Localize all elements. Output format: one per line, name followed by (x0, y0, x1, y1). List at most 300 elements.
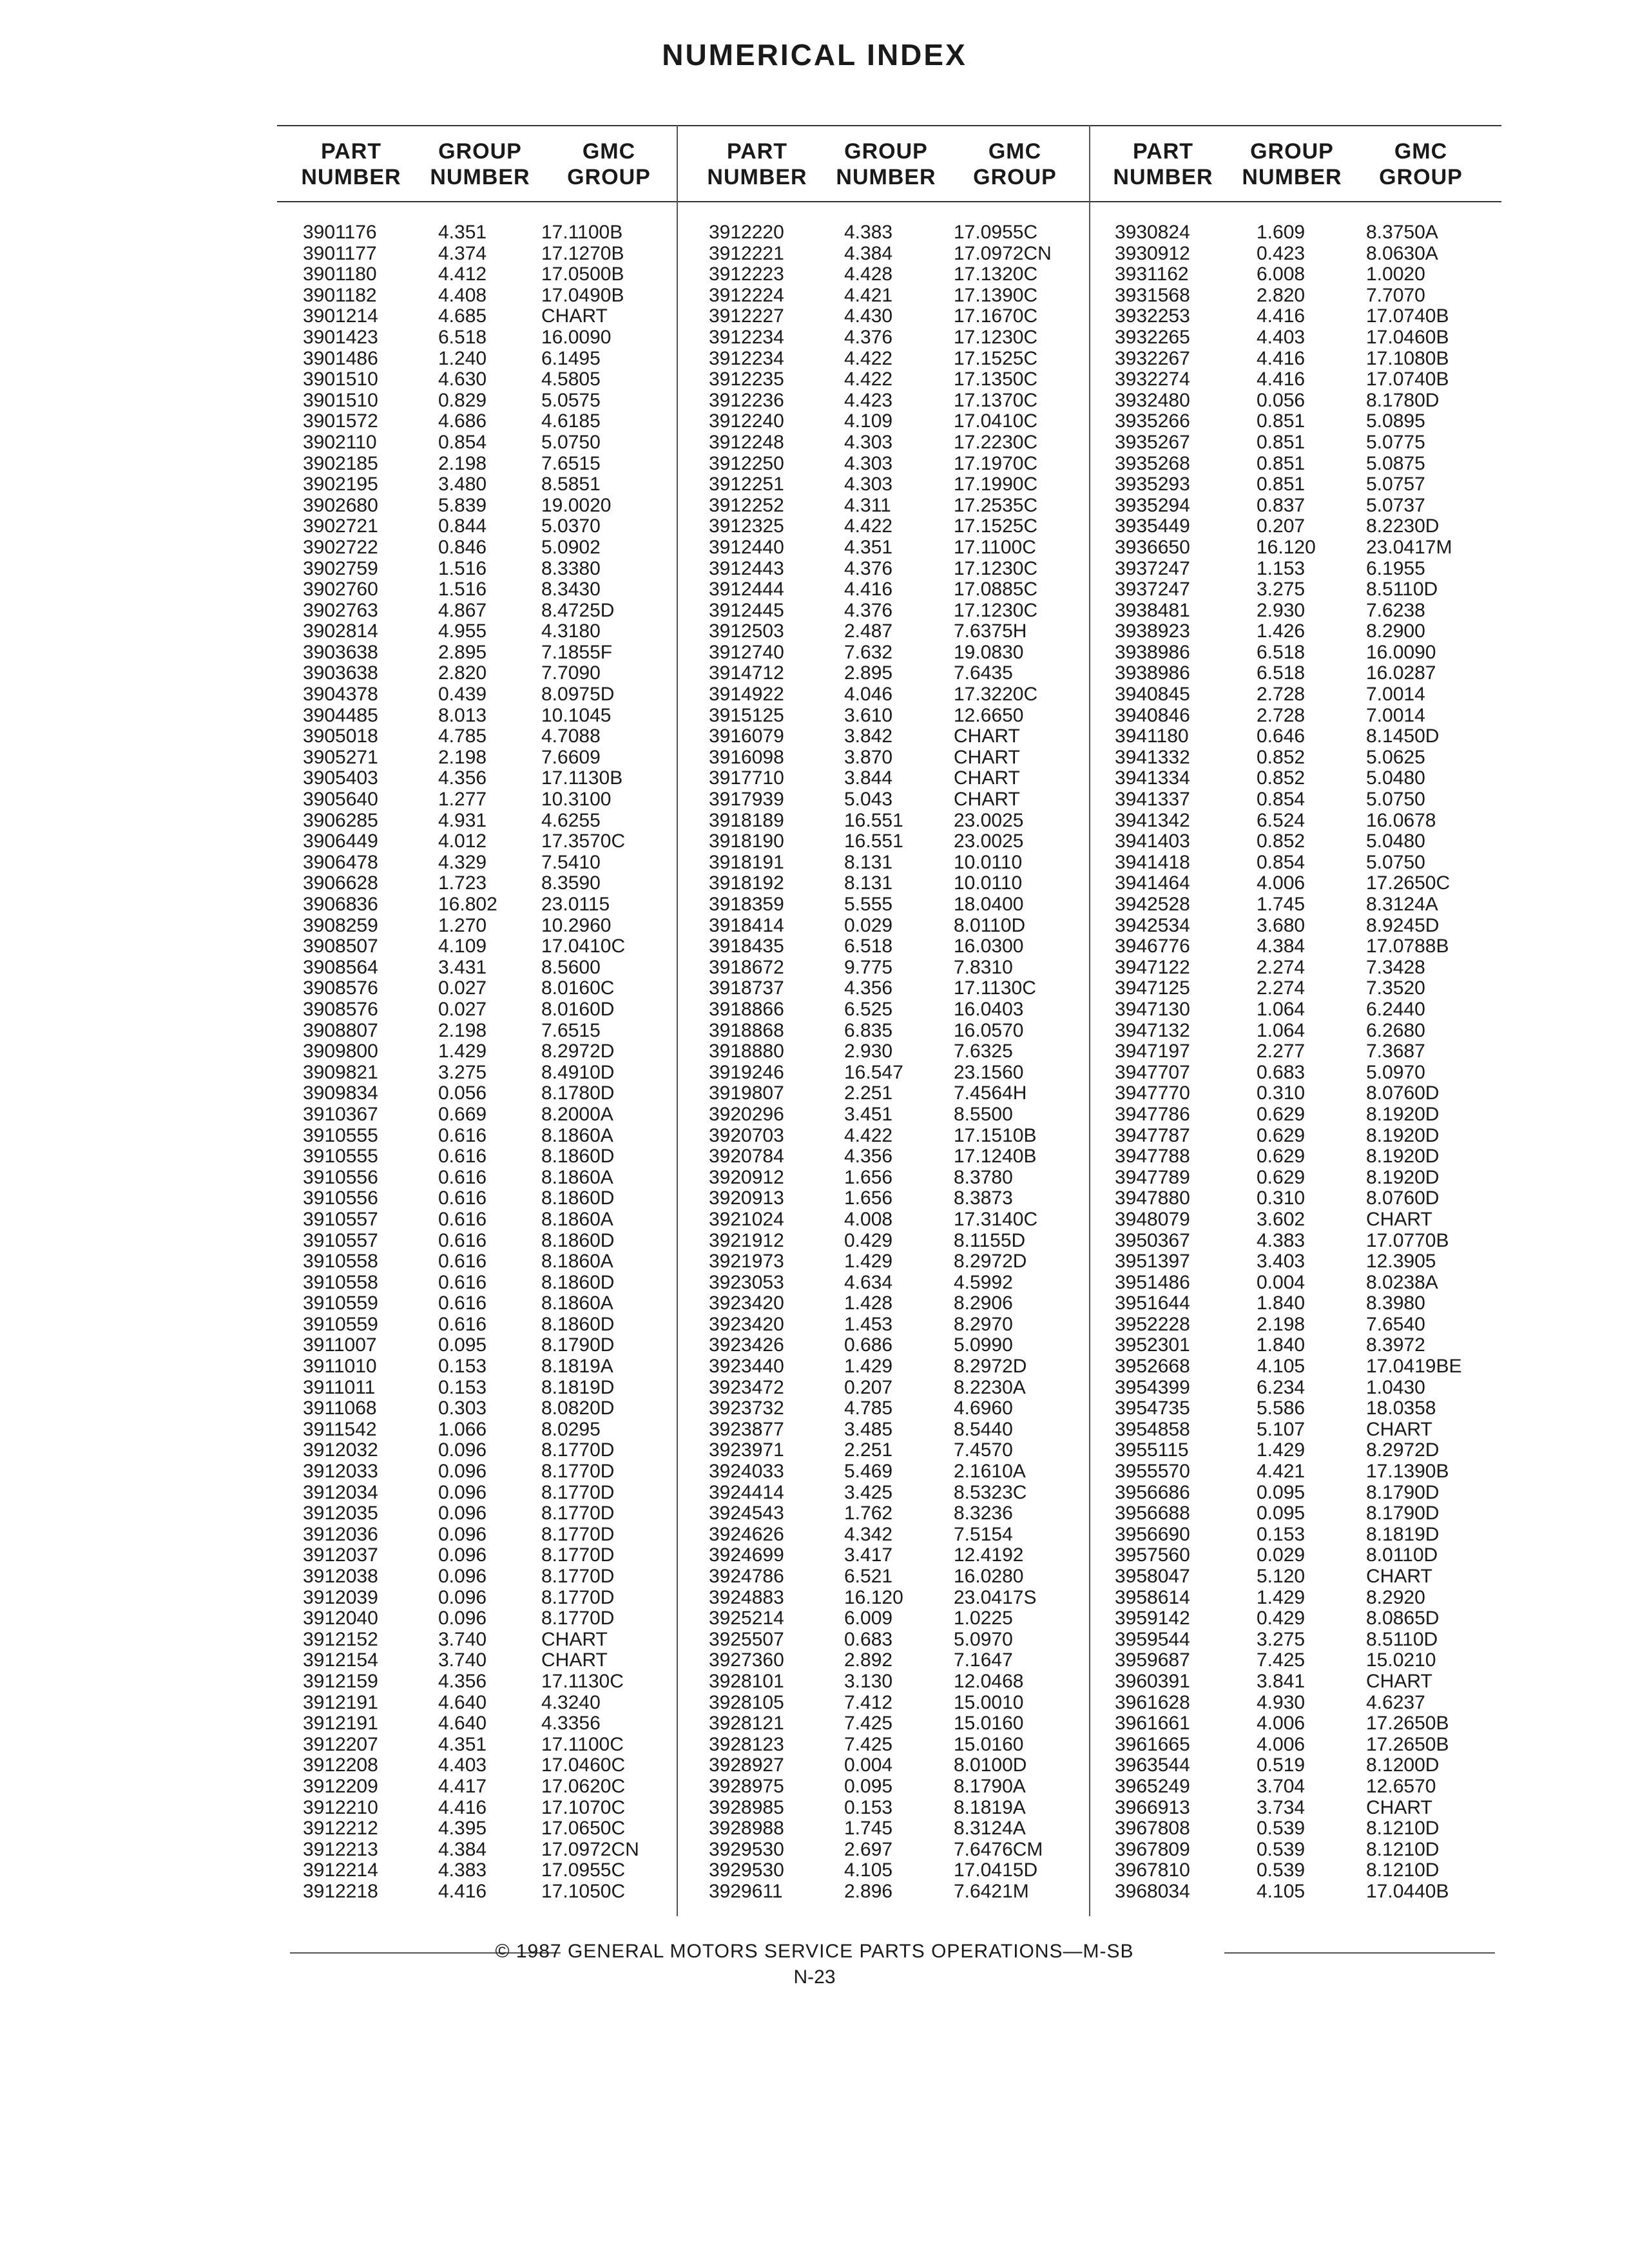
part-number: 3967809 (1115, 1838, 1190, 1860)
group-number: 1.064 (1257, 998, 1306, 1020)
gmc-group: 8.1770D (541, 1481, 615, 1503)
gmc-group: 8.1770D (541, 1586, 615, 1608)
group-number: 1.426 (1257, 620, 1306, 642)
gmc-group: 7.8310 (954, 956, 1013, 978)
part-number: 3917710 (709, 767, 784, 789)
gmc-group: 8.2972D (541, 1041, 615, 1062)
part-number: 3903638 (303, 662, 378, 684)
part-number: 3912221 (709, 242, 784, 264)
gmc-group: 17.1130C (954, 977, 1036, 999)
part-number: 3908507 (303, 936, 378, 957)
part-number: 3912250 (709, 452, 784, 474)
gmc-group: 23.0115 (541, 894, 610, 915)
group-number: 1.745 (1257, 894, 1306, 915)
group-number: 0.616 (438, 1124, 487, 1146)
part-number: 3908807 (303, 1019, 378, 1041)
gmc-group: 10.1045 (541, 704, 612, 726)
gmc-group: 17.3140C (954, 1208, 1038, 1230)
gmc-group: 8.1790D (1366, 1481, 1440, 1503)
gmc-group: 1.0430 (1366, 1376, 1425, 1398)
gmc-group: 7.1855F (541, 641, 613, 663)
group-number: 6.518 (844, 936, 893, 957)
gmc-group: 12.6650 (954, 704, 1024, 726)
part-number: 3912209 (303, 1775, 378, 1797)
gmc-group: 8.0110D (954, 914, 1026, 936)
group-number: 0.852 (1257, 767, 1306, 789)
gmc-group: 8.0160C (541, 977, 615, 999)
part-number: 3905640 (303, 789, 378, 811)
group-number: 2.820 (438, 662, 487, 684)
gmc-group: 19.0830 (954, 641, 1024, 663)
group-number: 4.867 (438, 599, 487, 621)
gmc-group: 5.0737 (1366, 494, 1425, 516)
group-number: 0.844 (438, 515, 487, 537)
gmc-group: 7.4564H (954, 1082, 1027, 1104)
gmc-group: 17.1970C (954, 452, 1038, 474)
gmc-group: 8.1920D (1366, 1124, 1440, 1146)
part-number: 3938923 (1115, 620, 1190, 642)
group-number: 4.356 (844, 977, 893, 999)
group-number: 16.120 (1257, 536, 1316, 558)
group-number: 3.842 (844, 726, 893, 747)
part-number: 3928123 (709, 1733, 784, 1755)
part-number: 3940846 (1115, 704, 1190, 726)
group-number: 0.429 (1257, 1608, 1306, 1629)
group-number: 3.844 (844, 767, 893, 789)
gmc-group: 8.4725D (541, 599, 615, 621)
group-number: 3.740 (438, 1628, 487, 1650)
gmc-group: 17.1370C (954, 389, 1038, 411)
group-number: 7.412 (844, 1691, 893, 1713)
part-number: 3932265 (1115, 326, 1190, 348)
gmc-group: 8.5440 (954, 1418, 1013, 1440)
gmc-group: 4.6255 (541, 809, 601, 831)
gmc-group: 8.3430 (541, 579, 601, 601)
group-number: 6.518 (1257, 662, 1306, 684)
gmc-group: 16.0570 (954, 1019, 1024, 1041)
header-gmc-group: GMC GROUP (567, 139, 651, 189)
gmc-group: 17.1080B (1366, 347, 1449, 369)
part-number: 3910367 (303, 1103, 378, 1125)
gmc-group: 8.1860D (541, 1313, 615, 1335)
gmc-group: 5.0370 (541, 515, 601, 537)
group-number: 0.096 (438, 1523, 487, 1545)
gmc-group: 17.0740B (1366, 305, 1449, 327)
group-number: 1.840 (1257, 1293, 1306, 1314)
part-number: 3921912 (709, 1229, 784, 1251)
gmc-group: 8.1860D (541, 1229, 615, 1251)
part-number: 3901486 (303, 347, 378, 369)
group-number: 2.251 (844, 1439, 893, 1461)
part-number: 3910558 (303, 1251, 378, 1273)
gmc-group: 8.3380 (541, 557, 601, 579)
gmc-group: 4.5992 (954, 1271, 1013, 1293)
part-number: 3912220 (709, 222, 784, 243)
part-number: 3912154 (303, 1649, 378, 1671)
group-number: 6.525 (844, 998, 893, 1020)
part-number: 3902110 (303, 431, 377, 453)
group-number: 0.616 (438, 1229, 487, 1251)
gmc-group: 7.0014 (1366, 684, 1425, 706)
part-number: 3959544 (1115, 1628, 1190, 1650)
part-number: 3918189 (709, 809, 784, 831)
part-number: 3966913 (1115, 1796, 1190, 1818)
gmc-group: 6.1495 (541, 347, 601, 369)
group-number: 3.425 (844, 1481, 893, 1503)
gmc-group: 19.0020 (541, 494, 612, 516)
group-number: 2.697 (844, 1838, 893, 1860)
group-number: 0.629 (1257, 1124, 1306, 1146)
gmc-group: 17.1070C (541, 1796, 626, 1818)
part-number: 3954858 (1115, 1418, 1190, 1440)
part-number: 3928105 (709, 1691, 784, 1713)
gmc-group: 4.7088 (541, 726, 601, 747)
group-number: 0.854 (438, 431, 487, 453)
gmc-group: 8.1210D (1366, 1860, 1440, 1881)
part-number: 3912212 (303, 1818, 378, 1840)
group-number: 1.429 (1257, 1439, 1306, 1461)
group-number: 4.416 (1257, 305, 1306, 327)
gmc-group: CHART (541, 1649, 608, 1671)
part-number: 3954735 (1115, 1398, 1190, 1419)
gmc-group: 17.0419BE (1366, 1356, 1462, 1378)
gmc-group: CHART (1366, 1418, 1432, 1440)
part-number: 3912038 (303, 1566, 378, 1587)
gmc-group: 17.1050C (541, 1880, 626, 1902)
group-number: 2.930 (1257, 599, 1306, 621)
part-number: 3911011 (303, 1376, 376, 1398)
group-number: 4.785 (438, 726, 487, 747)
part-number: 3951644 (1115, 1293, 1190, 1314)
part-number: 3910556 (303, 1187, 378, 1209)
gmc-group: 18.0358 (1366, 1398, 1436, 1419)
part-number: 3938481 (1115, 599, 1190, 621)
group-number: 0.423 (1257, 242, 1306, 264)
part-number: 3914922 (709, 684, 784, 706)
gmc-group: 4.6960 (954, 1398, 1013, 1419)
gmc-group: 8.0238A (1366, 1271, 1438, 1293)
gmc-group: 8.1860A (541, 1251, 613, 1273)
gmc-group: 16.0280 (954, 1566, 1024, 1587)
gmc-group: 17.0460C (541, 1754, 626, 1776)
page-title: NUMERICAL INDEX (662, 38, 967, 72)
part-number: 3902195 (303, 474, 378, 495)
group-number: 0.096 (438, 1439, 487, 1461)
gmc-group: 16.0300 (954, 936, 1024, 957)
gmc-group: 17.1230C (954, 557, 1038, 579)
gmc-group: 12.3905 (1366, 1251, 1436, 1273)
header-group-number: GROUP NUMBER (836, 139, 936, 189)
part-number: 3912227 (709, 305, 784, 327)
gmc-group: 17.0650C (541, 1818, 626, 1840)
part-number: 3967810 (1115, 1860, 1190, 1881)
group-number: 4.785 (844, 1398, 893, 1419)
group-number: 2.930 (844, 1041, 893, 1062)
gmc-group: 15.0210 (1366, 1649, 1436, 1671)
part-number: 3918414 (709, 914, 784, 936)
group-number: 0.539 (1257, 1860, 1306, 1881)
gmc-group: 17.0440B (1366, 1880, 1449, 1902)
group-number: 4.383 (844, 222, 893, 243)
gmc-group: 8.1770D (541, 1461, 615, 1483)
gmc-group: 7.6515 (541, 452, 601, 474)
group-number: 0.629 (1257, 1166, 1306, 1188)
part-number: 3923426 (709, 1334, 784, 1356)
group-number: 6.521 (844, 1566, 893, 1587)
gmc-group: 5.0902 (541, 536, 601, 558)
gmc-group: 6.2680 (1366, 1019, 1425, 1041)
gmc-group: 17.1990C (954, 474, 1038, 495)
gmc-group: 4.3180 (541, 620, 601, 642)
group-number: 0.854 (1257, 851, 1306, 873)
gmc-group: 8.3750A (1366, 222, 1438, 243)
group-number: 5.043 (844, 789, 893, 811)
group-number: 0.207 (844, 1376, 893, 1398)
part-number: 3918866 (709, 998, 784, 1020)
group-number: 0.153 (844, 1796, 893, 1818)
part-number: 3947788 (1115, 1146, 1190, 1168)
group-number: 6.518 (1257, 641, 1306, 663)
group-number: 6.518 (438, 326, 487, 348)
part-number: 3921973 (709, 1251, 784, 1273)
gmc-group: 7.7090 (541, 662, 601, 684)
part-number: 3912210 (303, 1796, 378, 1818)
gmc-group: 10.2960 (541, 914, 612, 936)
part-number: 3912040 (303, 1608, 378, 1629)
part-number: 3941334 (1115, 767, 1190, 789)
part-number: 3935268 (1115, 452, 1190, 474)
gmc-group: 5.0775 (1366, 431, 1425, 453)
part-number: 3946776 (1115, 936, 1190, 957)
part-number: 3902721 (303, 515, 378, 537)
part-number: 3928975 (709, 1775, 784, 1797)
group-number: 1.723 (438, 872, 487, 894)
group-number: 4.303 (844, 474, 893, 495)
part-number: 3912440 (709, 536, 784, 558)
part-number: 3932274 (1115, 369, 1190, 390)
group-number: 2.895 (438, 641, 487, 663)
part-number: 3947132 (1115, 1019, 1190, 1041)
group-number: 6.835 (844, 1019, 893, 1041)
group-number: 0.616 (438, 1251, 487, 1273)
gmc-group: 8.1780D (541, 1082, 615, 1104)
gmc-group: 8.1770D (541, 1439, 615, 1461)
gmc-group: 8.2972D (954, 1356, 1027, 1378)
part-number: 3911010 (303, 1356, 377, 1378)
group-number: 7.425 (1257, 1649, 1306, 1671)
part-number: 3912035 (303, 1503, 378, 1524)
group-number: 1.429 (844, 1251, 893, 1273)
gmc-group: 23.0417S (954, 1586, 1037, 1608)
part-number: 3965249 (1115, 1775, 1190, 1797)
gmc-group: 16.0403 (954, 998, 1024, 1020)
part-number: 3918191 (709, 851, 784, 873)
group-number: 2.251 (844, 1082, 893, 1104)
gmc-group: 4.3240 (541, 1691, 601, 1713)
part-number: 3923472 (709, 1376, 784, 1398)
part-number: 3937247 (1115, 557, 1190, 579)
part-number: 3929530 (709, 1838, 784, 1860)
gmc-group: 10.3100 (541, 789, 612, 811)
group-number: 0.852 (1257, 831, 1306, 852)
gmc-group: 8.1450D (1366, 726, 1440, 747)
gmc-group: 7.6325 (954, 1041, 1013, 1062)
part-number: 3920784 (709, 1146, 784, 1168)
gmc-group: 17.1510B (954, 1124, 1037, 1146)
group-number: 2.198 (438, 452, 487, 474)
part-number: 3901510 (303, 369, 378, 390)
group-number: 1.609 (1257, 222, 1306, 243)
part-number: 3912740 (709, 641, 784, 663)
part-number: 3909821 (303, 1061, 378, 1083)
group-number: 4.109 (844, 410, 893, 432)
group-number: 4.423 (844, 389, 893, 411)
part-number: 3925507 (709, 1628, 784, 1650)
group-number: 4.412 (438, 264, 487, 285)
gmc-group: 6.2440 (1366, 998, 1425, 1020)
gmc-group: 5.0750 (1366, 851, 1425, 873)
group-number: 0.207 (1257, 515, 1306, 537)
group-number: 0.837 (1257, 494, 1306, 516)
gmc-group: CHART (1366, 1796, 1432, 1818)
part-number: 3912218 (303, 1880, 378, 1902)
gmc-group: 8.4910D (541, 1061, 615, 1083)
gmc-group: 17.1270B (541, 242, 624, 264)
group-number: 0.616 (438, 1146, 487, 1168)
header-top-rule (277, 125, 1501, 126)
part-number: 3912325 (709, 515, 784, 537)
gmc-group: 8.0820D (541, 1398, 615, 1419)
part-number: 3908259 (303, 914, 378, 936)
group-number: 1.656 (844, 1166, 893, 1188)
gmc-group: CHART (541, 1628, 608, 1650)
part-number: 3938986 (1115, 641, 1190, 663)
part-number: 3951397 (1115, 1251, 1190, 1273)
group-number: 4.428 (844, 264, 893, 285)
part-number: 3911007 (303, 1334, 377, 1356)
part-number: 3911068 (303, 1398, 377, 1419)
group-number: 4.356 (438, 767, 487, 789)
gmc-group: 17.1240B (954, 1146, 1037, 1168)
gmc-group: 8.5323C (954, 1481, 1027, 1503)
part-number: 3952301 (1115, 1334, 1190, 1356)
gmc-group: 8.2900 (1366, 620, 1425, 642)
part-number: 3961661 (1115, 1713, 1190, 1735)
gmc-group: 8.1770D (541, 1608, 615, 1629)
group-number: 0.851 (1257, 410, 1306, 432)
group-number: 0.029 (1257, 1544, 1306, 1566)
part-number: 3937247 (1115, 579, 1190, 601)
gmc-group: 8.1780D (1366, 389, 1440, 411)
part-number: 3930824 (1115, 222, 1190, 243)
gmc-group: 8.2906 (954, 1293, 1013, 1314)
group-number: 3.130 (844, 1670, 893, 1692)
part-number: 3920703 (709, 1124, 784, 1146)
part-number: 3956688 (1115, 1503, 1190, 1524)
gmc-group: 8.1860A (541, 1293, 613, 1314)
part-number: 3912208 (303, 1754, 378, 1776)
part-number: 3912213 (303, 1838, 378, 1860)
part-number: 3932267 (1115, 347, 1190, 369)
gmc-group: 17.1130B (541, 767, 623, 789)
group-number: 3.275 (438, 1061, 487, 1083)
part-number: 3920912 (709, 1166, 784, 1188)
gmc-group: 7.5154 (954, 1523, 1013, 1545)
part-number: 3935293 (1115, 474, 1190, 495)
part-number: 3909834 (303, 1082, 378, 1104)
part-number: 3947125 (1115, 977, 1190, 999)
group-number: 0.095 (844, 1775, 893, 1797)
part-number: 3936650 (1115, 536, 1190, 558)
gmc-group: 8.3590 (541, 872, 601, 894)
part-number: 3920913 (709, 1187, 784, 1209)
header-group-number: GROUP NUMBER (430, 139, 530, 189)
gmc-group: 8.1200D (1366, 1754, 1440, 1776)
part-number: 3942534 (1115, 914, 1190, 936)
gmc-group: 5.0575 (541, 389, 601, 411)
group-number: 0.539 (1257, 1838, 1306, 1860)
group-number: 1.656 (844, 1187, 893, 1209)
part-number: 3948079 (1115, 1208, 1190, 1230)
part-number: 3928101 (709, 1670, 784, 1692)
gmc-group: 8.1860A (541, 1208, 613, 1230)
gmc-group: 17.1350C (954, 369, 1038, 390)
copyright-footer: © 1987 GENERAL MOTORS SERVICE PARTS OPERATIONS—M-SB (495, 1941, 1134, 1962)
group-number: 0.829 (438, 389, 487, 411)
gmc-group: 23.0025 (954, 809, 1024, 831)
part-number: 3950367 (1115, 1229, 1190, 1251)
gmc-group: 17.0788B (1366, 936, 1449, 957)
group-number: 6.008 (1257, 264, 1306, 285)
part-number: 3923420 (709, 1293, 784, 1314)
group-number: 0.851 (1257, 474, 1306, 495)
part-number: 3918672 (709, 956, 784, 978)
group-number: 3.680 (1257, 914, 1306, 936)
gmc-group: 8.1790A (954, 1775, 1026, 1797)
group-number: 0.616 (438, 1313, 487, 1335)
gmc-group: 8.1155D (954, 1229, 1026, 1251)
part-number: 3908576 (303, 998, 378, 1020)
part-number: 3954399 (1115, 1376, 1190, 1398)
part-number: 3910557 (303, 1229, 378, 1251)
part-number: 3906836 (303, 894, 378, 915)
group-number: 4.105 (1257, 1356, 1306, 1378)
gmc-group: 1.0020 (1366, 264, 1425, 285)
part-number: 3928985 (709, 1796, 784, 1818)
group-number: 0.096 (438, 1544, 487, 1566)
gmc-group: 17.3220C (954, 684, 1038, 706)
gmc-group: 7.3428 (1366, 956, 1425, 978)
gmc-group: 8.5851 (541, 474, 601, 495)
gmc-group: CHART (954, 789, 1020, 811)
group-number: 4.105 (1257, 1880, 1306, 1902)
part-number: 3912234 (709, 326, 784, 348)
group-number: 0.153 (1257, 1523, 1306, 1545)
group-number: 2.892 (844, 1649, 893, 1671)
gmc-group: 8.1860D (541, 1187, 615, 1209)
part-number: 3912039 (303, 1586, 378, 1608)
group-number: 4.421 (1257, 1461, 1306, 1483)
group-number: 5.107 (1257, 1418, 1306, 1440)
group-number: 4.383 (1257, 1229, 1306, 1251)
gmc-group: 8.1770D (541, 1566, 615, 1587)
group-number: 0.027 (438, 977, 487, 999)
gmc-group: 8.1210D (1366, 1838, 1440, 1860)
gmc-group: 17.1130C (541, 1670, 624, 1692)
gmc-group: 17.2650B (1366, 1713, 1449, 1735)
group-number: 4.931 (438, 809, 487, 831)
group-number: 3.704 (1257, 1775, 1306, 1797)
